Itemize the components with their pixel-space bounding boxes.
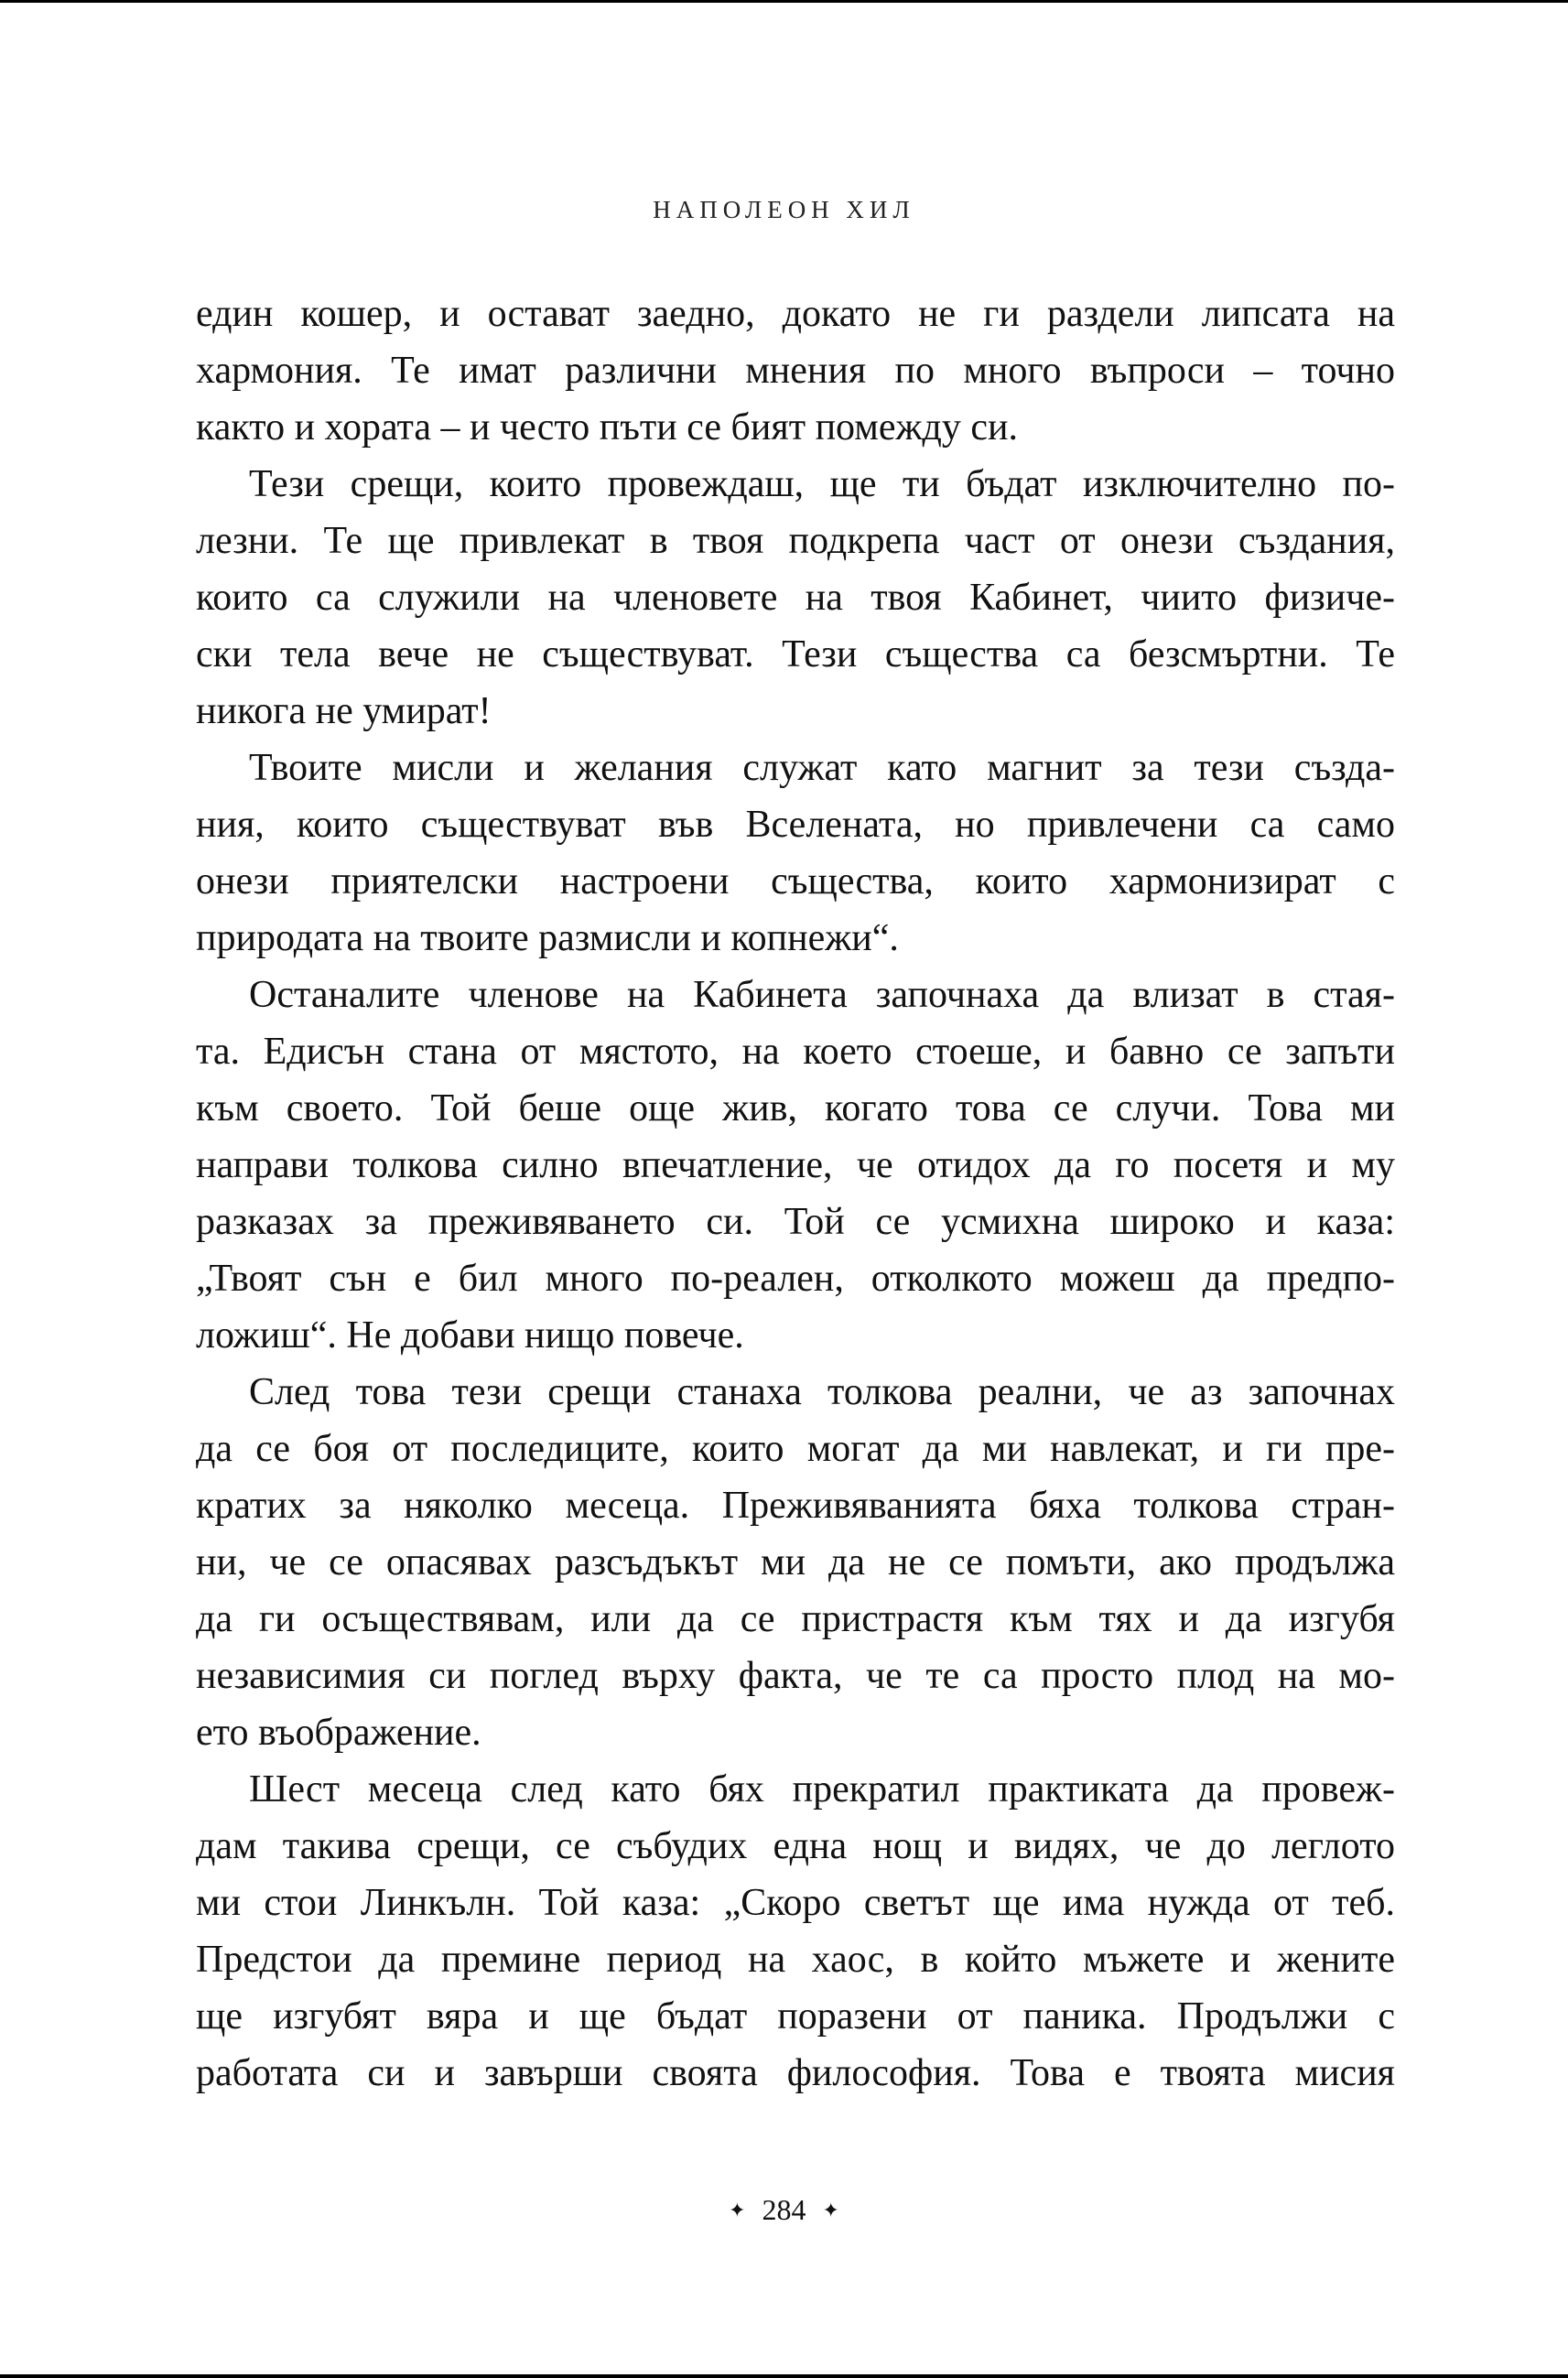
text-line: Предстои да премине период на хаос, в който мъжете и жените xyxy=(196,1939,1395,1981)
text-line: работата си и завърши своята философия. Това е твоята мисия xyxy=(196,2052,1395,2094)
text-line: както и хората – и често пъти се бият помежду си. xyxy=(196,406,1018,449)
text-line: Тези срещи, които провеждаш, ще ти бъдат изключително по- xyxy=(249,463,1395,505)
text-line: природата на твоите размисли и копнежи“. xyxy=(196,917,899,959)
running-head: НАПОЛЕОН ХИЛ xyxy=(653,196,915,223)
paragraph xyxy=(196,740,1395,967)
text-line: та. Едисън стана от мястото, на което стоеше, и бавно се запъти xyxy=(196,1031,1395,1073)
text-line: хармония. Те имат различни мнения по много въпроси – точно xyxy=(196,350,1395,392)
text-line: ния, които съществуват във Вселената, но привлечени са само xyxy=(196,804,1395,846)
text-line: онези приятелски настроени същества, които хармонизират с xyxy=(196,860,1395,903)
text-line: Твоите мисли и желания служат като магнит за тези създа- xyxy=(249,747,1395,789)
ornament-star-icon: ✦ xyxy=(729,2199,746,2221)
text-line: Шест месеца след като бях прекратил практиката да провеж- xyxy=(249,1768,1395,1811)
text-line: „Твоят сън е бил много по-реален, отколкото можеш да предпо- xyxy=(196,1258,1395,1300)
text-line: независимия си поглед върху факта, че те са просто плод на мо- xyxy=(196,1655,1395,1697)
text-line: да ги осъществявам, или да се пристрастя към тях и да изгубя xyxy=(196,1598,1395,1640)
text-line: ми стои Линкълн. Той каза: „Скоро светът ще има нужда от теб. xyxy=(196,1882,1395,1924)
paragraph xyxy=(196,456,1395,740)
text-line: ще изгубят вяра и ще бъдат поразени от паника. Продължи с xyxy=(196,1995,1395,2038)
text-line: ложиш“. Не добави нищо повече. xyxy=(196,1314,744,1357)
text-line: лезни. Те ще привлекат в твоя подкрепа част от онези създания, xyxy=(196,520,1395,562)
text-line: никога не умират! xyxy=(196,690,492,732)
text-line: ски тела вече не съществуват. Тези същества са безсмъртни. Те xyxy=(196,633,1395,676)
paragraph xyxy=(196,286,1395,456)
text-line: към своето. Той беше още жив, когато това се случи. Това ми xyxy=(196,1087,1395,1130)
paragraph xyxy=(196,1761,1395,2102)
paragraph xyxy=(196,1364,1395,1761)
text-line: един кошер, и остават заедно, докато не ги раздели липсата на xyxy=(196,293,1395,335)
paragraph xyxy=(196,967,1395,1364)
text-line: направи толкова силно впечатление, че отидох да го посетя и му xyxy=(196,1144,1395,1186)
page-footer xyxy=(0,2193,1568,2227)
page-border-top xyxy=(0,0,1568,3)
page-number: 284 xyxy=(762,2193,806,2226)
body-text xyxy=(196,286,1395,2102)
text-line: които са служили на членовете на твоя Кабинет, чиито физиче- xyxy=(196,577,1395,619)
page-border-bottom xyxy=(0,2374,1568,2378)
text-line: да се боя от последиците, които могат да ми навлекат, и ги пре- xyxy=(196,1428,1395,1470)
text-line: ето въображение. xyxy=(196,1712,481,1754)
text-line: ни, че се опасявах разсъдъкът ми да не се помъти, ако продължа xyxy=(196,1541,1395,1584)
text-line: дам такива срещи, се събудих една нощ и видях, че до леглото xyxy=(196,1825,1395,1867)
ornament-star-icon: ✦ xyxy=(822,2199,839,2221)
text-line: След това тези срещи станаха толкова реални, че аз започнах xyxy=(249,1371,1395,1413)
text-line: разказах за преживяването си. Той се усмихна широко и каза: xyxy=(196,1201,1395,1243)
text-line: кратих за няколко месеца. Преживяванията бяха толкова стран- xyxy=(196,1485,1395,1527)
text-line: Останалите членове на Кабинета започнаха да влизат в стая- xyxy=(249,974,1395,1016)
